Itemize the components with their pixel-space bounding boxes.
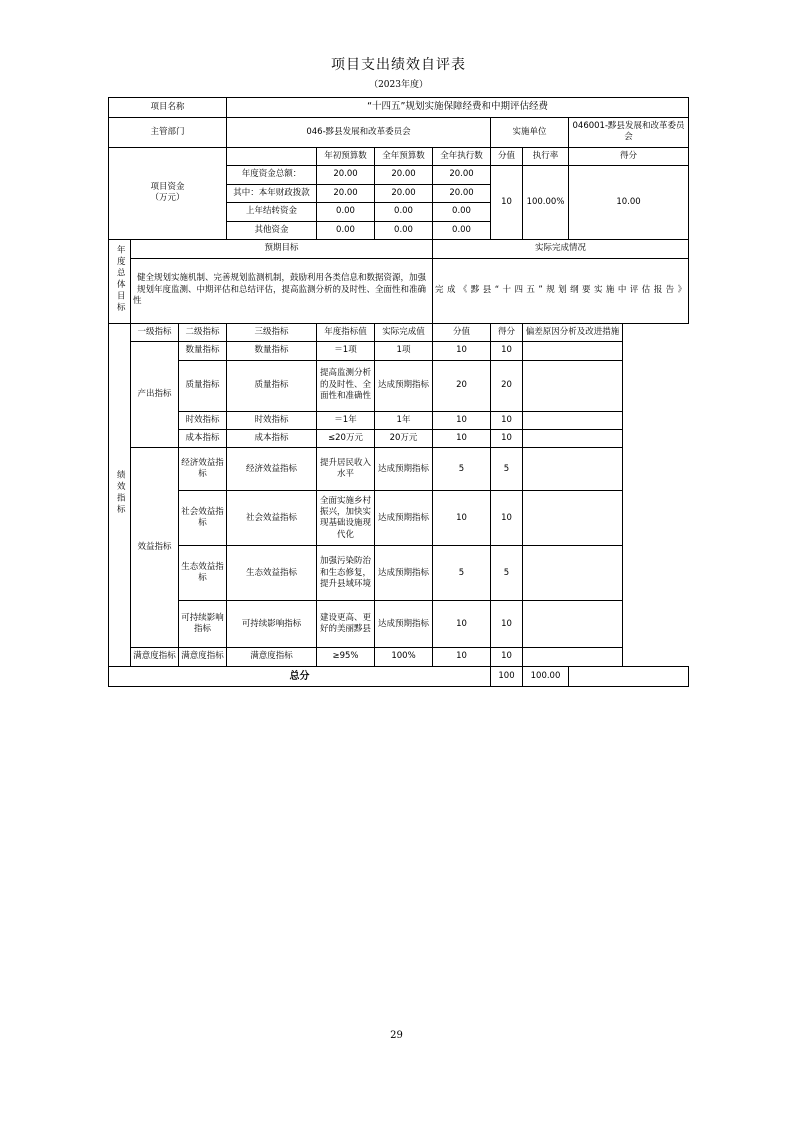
funds-header-weight: 分值 <box>491 147 523 165</box>
funds-row-weight: 10 <box>491 166 523 240</box>
perf-row <box>109 491 689 546</box>
perf-level3: 可持续影响指标 <box>227 601 317 648</box>
perf-level3: 经济效益指标 <box>227 448 317 491</box>
perf-level3: 生态效益指标 <box>227 546 317 601</box>
perf-level3: 时效指标 <box>227 411 317 429</box>
funds-row-name: 其中：本年财政拨款 <box>227 184 317 202</box>
total-score: 100.00 <box>523 666 569 687</box>
perf-level3: 社会效益指标 <box>227 491 317 546</box>
perf-target: ＝1项 <box>317 342 375 360</box>
perf-level2: 经济效益指标 <box>179 448 227 491</box>
page-title: 项目支出绩效自评表 <box>331 57 467 73</box>
perf-actual: 20万元 <box>375 430 433 448</box>
perf-level1-benefit: 效益指标 <box>131 448 179 648</box>
perf-row <box>109 448 689 491</box>
project-name-row <box>109 98 689 118</box>
perf-weight: 10 <box>433 430 491 448</box>
perf-actual: 1项 <box>375 342 433 360</box>
perf-header-score: 得分 <box>491 323 523 341</box>
perf-score: 5 <box>491 546 523 601</box>
perf-actual: 达成预期指标 <box>375 491 433 546</box>
perf-level2: 数量指标 <box>179 342 227 360</box>
perf-target: ≥95% <box>317 648 375 666</box>
perf-actual: 100% <box>375 648 433 666</box>
perf-score: 10 <box>491 491 523 546</box>
funds-row-executed: 0.00 <box>433 221 491 239</box>
project-name-value: “十四五”规划实施保障经费和中期评估经费 <box>227 98 689 118</box>
perf-level1-output: 产出指标 <box>131 342 179 448</box>
perf-header-weight: 分值 <box>433 323 491 341</box>
funds-header-score: 得分 <box>569 147 689 165</box>
funds-row-name: 年度资金总额： <box>227 166 317 184</box>
funds-row-annual: 0.00 <box>375 221 433 239</box>
annual-goal-expected-header: 预期目标 <box>131 240 433 258</box>
perf-actual: 达成预期指标 <box>375 546 433 601</box>
perf-score: 10 <box>491 430 523 448</box>
perf-weight: 5 <box>433 546 491 601</box>
report-container <box>108 50 688 687</box>
perf-note <box>523 601 623 648</box>
perf-note <box>523 411 623 429</box>
page-subtitle: （2023年度） <box>369 79 428 90</box>
perf-level3: 成本指标 <box>227 430 317 448</box>
perf-header-level1: 一级指标 <box>131 323 179 341</box>
perf-score: 5 <box>491 448 523 491</box>
perf-weight: 10 <box>433 648 491 666</box>
perf-score: 10 <box>491 342 523 360</box>
funds-row-annual: 0.00 <box>375 203 433 221</box>
perf-target: 提升居民收入水平 <box>317 448 375 491</box>
perf-actual: 达成预期指标 <box>375 601 433 648</box>
perf-note <box>523 360 623 411</box>
perf-level2: 时效指标 <box>179 411 227 429</box>
report-table <box>108 50 689 687</box>
perf-target: 加强污染防治和生态修复，提升县域环境 <box>317 546 375 601</box>
total-label: 总分 <box>109 666 491 687</box>
funds-row-begin: 20.00 <box>317 184 375 202</box>
performance-side-label: 绩效指标 <box>109 323 131 666</box>
funds-row-name: 其他资金 <box>227 221 317 239</box>
annual-goal-expected-text: 健全规划实施机制、完善规划监测机制，鼓励利用各类信息和数据资源，加强规划年度监测、中期评估和总结评估，提高监测分析的及时性、全面性和准确性 <box>131 258 433 323</box>
funds-row-label-line1: 项目资金 <box>150 181 185 192</box>
annual-goal-header-row <box>109 240 689 258</box>
perf-note <box>523 342 623 360</box>
perf-header-level3: 三级指标 <box>227 323 317 341</box>
annual-goal-side-label: 年度总体目标 <box>109 240 131 323</box>
unit-label: 实施单位 <box>491 117 569 147</box>
funds-header-rate: 执行率 <box>523 147 569 165</box>
perf-note <box>523 448 623 491</box>
funds-row-name: 上年结转资金 <box>227 203 317 221</box>
perf-header-actual: 实际完成值 <box>375 323 433 341</box>
perf-row <box>109 342 689 360</box>
perf-score: 20 <box>491 360 523 411</box>
perf-score: 10 <box>491 648 523 666</box>
perf-weight: 10 <box>433 491 491 546</box>
total-weight: 100 <box>491 666 523 687</box>
annual-goal-actual-text: 完成《黟县“十四五”规划纲要实施中评估报告》 <box>433 258 689 323</box>
subtitle-row <box>109 79 689 98</box>
perf-header-target: 年度指标值 <box>317 323 375 341</box>
perf-level2: 生态效益指标 <box>179 546 227 601</box>
perf-actual: 达成预期指标 <box>375 360 433 411</box>
perf-row <box>109 360 689 411</box>
perf-level2: 满意度指标 <box>179 648 227 666</box>
perf-target: ＝1年 <box>317 411 375 429</box>
funds-empty-cell <box>227 147 317 165</box>
perf-header-note: 偏差原因分析及改进措施 <box>523 323 623 341</box>
perf-level3: 满意度指标 <box>227 648 317 666</box>
perf-note <box>523 491 623 546</box>
perf-row <box>109 411 689 429</box>
funds-row-executed: 0.00 <box>433 203 491 221</box>
perf-level2: 成本指标 <box>179 430 227 448</box>
perf-actual: 1年 <box>375 411 433 429</box>
funds-row-begin: 20.00 <box>317 166 375 184</box>
perf-row <box>109 546 689 601</box>
perf-level3: 质量指标 <box>227 360 317 411</box>
funds-row-score: 10.00 <box>569 166 689 240</box>
perf-target: 全面实施乡村振兴，加快实现基础设施现代化 <box>317 491 375 546</box>
perf-target: 建设更高、更好的美丽黟县 <box>317 601 375 648</box>
perf-note <box>523 430 623 448</box>
funds-header-executed: 全年执行数 <box>433 147 491 165</box>
perf-target: 提高监测分析的及时性、全面性和准确性 <box>317 360 375 411</box>
funds-row-label <box>109 147 227 239</box>
perf-row <box>109 601 689 648</box>
perf-row <box>109 430 689 448</box>
perf-score: 10 <box>491 601 523 648</box>
funds-row-begin: 0.00 <box>317 203 375 221</box>
unit-value: 046001-黟县发展和改革委员会 <box>569 117 689 147</box>
dept-value: 046-黟县发展和改革委员会 <box>227 117 491 147</box>
dept-label: 主管部门 <box>109 117 227 147</box>
perf-level2: 可持续影响指标 <box>179 601 227 648</box>
funds-header-annual: 全年预算数 <box>375 147 433 165</box>
perf-weight: 10 <box>433 411 491 429</box>
perf-weight: 10 <box>433 342 491 360</box>
title-row <box>109 50 689 79</box>
funds-row-annual: 20.00 <box>375 184 433 202</box>
perf-score: 10 <box>491 411 523 429</box>
project-name-label: 项目名称 <box>109 98 227 118</box>
perf-note <box>523 546 623 601</box>
perf-level3: 数量指标 <box>227 342 317 360</box>
funds-row-annual: 20.00 <box>375 166 433 184</box>
perf-target: ≤20万元 <box>317 430 375 448</box>
dept-row <box>109 117 689 147</box>
perf-level1-satisfaction: 满意度指标 <box>131 648 179 666</box>
total-row <box>109 666 689 687</box>
total-note <box>569 666 689 687</box>
perf-header-level2: 二级指标 <box>179 323 227 341</box>
funds-row-label-line2: （万元） <box>150 193 185 204</box>
perf-weight: 5 <box>433 448 491 491</box>
performance-header-row <box>109 323 689 341</box>
annual-goal-content-row <box>109 258 689 323</box>
page-number: 29 <box>390 1030 403 1041</box>
perf-weight: 20 <box>433 360 491 411</box>
perf-note <box>523 648 623 666</box>
funds-row-rate: 100.00% <box>523 166 569 240</box>
annual-goal-actual-header: 实际完成情况 <box>433 240 689 258</box>
funds-header-row <box>109 147 689 165</box>
perf-weight: 10 <box>433 601 491 648</box>
funds-row-executed: 20.00 <box>433 166 491 184</box>
funds-row-begin: 0.00 <box>317 221 375 239</box>
perf-row <box>109 648 689 666</box>
perf-level2: 社会效益指标 <box>179 491 227 546</box>
funds-header-begin: 年初预算数 <box>317 147 375 165</box>
funds-row-executed: 20.00 <box>433 184 491 202</box>
perf-actual: 达成预期指标 <box>375 448 433 491</box>
perf-level2: 质量指标 <box>179 360 227 411</box>
